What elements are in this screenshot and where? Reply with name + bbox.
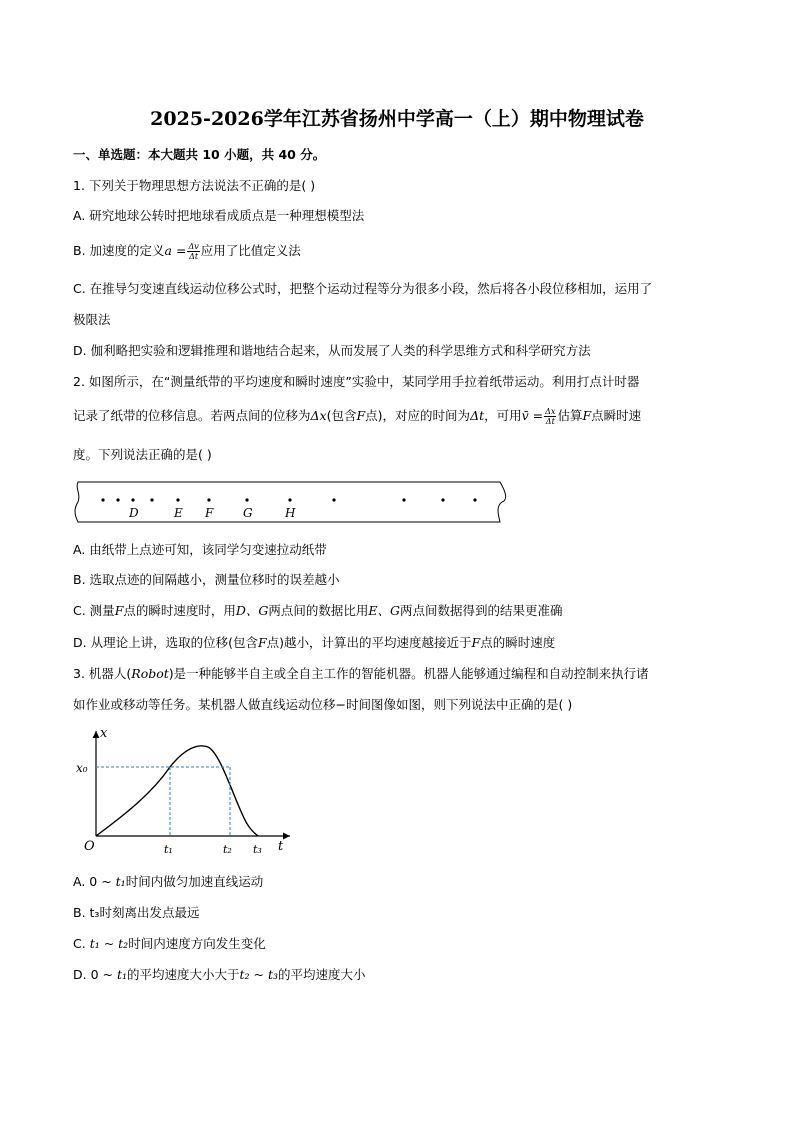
q3-option-b xyxy=(73,904,199,922)
q3-l1-a: 3. 机器人( xyxy=(73,666,132,681)
q1-option-c-line2: 极限法 xyxy=(73,312,111,327)
q1-b-prefix: B. 加速度的定义 xyxy=(73,243,165,258)
t3-label: t₃ xyxy=(253,843,262,856)
q2-c-f: F xyxy=(114,603,124,618)
q3-d-c: 的平均速度大小 xyxy=(278,967,366,982)
q2-l2-b: (包含 xyxy=(326,408,357,423)
q3-l1-b: )是一种能够半自主或全自主工作的智能机器。机器人能够通过编程和自动控制来执行诸 xyxy=(168,666,649,681)
xt-graph-figure xyxy=(72,723,302,859)
tape-dot xyxy=(473,498,476,501)
tape-dot xyxy=(402,498,405,501)
q3-c-a: C. xyxy=(73,936,90,951)
xt-curve xyxy=(96,746,258,836)
q3-stem-line2: 如作业或移动等任务。某机器人做直线运动位移−时间图像如图，则下列说法中正确的是( ) xyxy=(73,697,573,712)
tape-dot-g xyxy=(245,498,248,501)
q3-stem-line1 xyxy=(73,665,649,683)
tape-dot-e xyxy=(176,498,179,501)
q2-option-a: A. 由纸带上点迹可知，该同学匀变速拉动纸带 xyxy=(73,542,327,557)
tape-label-e: E xyxy=(174,506,183,520)
q2-l2-e: 估算 xyxy=(557,408,583,423)
q2-c-c: 两点间的数据比用 xyxy=(268,603,369,618)
tape-dot xyxy=(116,498,119,501)
q2-option-c xyxy=(73,602,563,620)
tape-dot xyxy=(101,498,104,501)
paper-tape-figure xyxy=(72,478,508,526)
q1-b-fraction xyxy=(187,242,199,261)
q2-d-b: 点)越小，计算出的平均速度越接近于 xyxy=(266,635,472,650)
tape-dot xyxy=(332,498,335,501)
q3-option-a xyxy=(73,873,263,891)
q1-b-suffix: 应用了比值定义法 xyxy=(200,243,301,258)
q2-option-b: B. 选取点迹的间隔越小，测量位移时的误差越小 xyxy=(73,572,340,587)
q2-stem-line3: 度。下列说法正确的是( ) xyxy=(73,447,212,462)
q1-option-d: D. 伽利略把实验和逻辑推理和谐地结合起来，从而发展了人类的科学思维方式和科学研究方法 xyxy=(73,343,591,358)
tape-label-g: G xyxy=(243,506,253,520)
q3-a-a: A. 0 ~ xyxy=(73,874,116,889)
q1-option-b xyxy=(73,242,301,261)
q2-c-a: C. 测量 xyxy=(73,603,115,618)
q2-c-b: 点的瞬时速度时，用 xyxy=(123,603,236,618)
q2-d-c: 点的瞬时速度 xyxy=(480,635,556,650)
q2-l2-f2: F xyxy=(582,408,592,423)
q2-l2-fraction xyxy=(544,407,556,426)
q3-d-b: 的平均速度大小大于 xyxy=(127,967,240,982)
tape-dot-f xyxy=(207,498,210,501)
x-axis-label: t xyxy=(278,839,284,854)
q2-option-d xyxy=(73,634,555,652)
q3-c-b: 时间内速度方向发生变化 xyxy=(128,936,266,951)
q2-c-d: 两点间数据得到的结果更准确 xyxy=(400,603,563,618)
q2-l2-f: F xyxy=(356,408,366,423)
q3-d-t1: t₁ xyxy=(116,967,127,982)
q1-b-denominator: Δt xyxy=(189,252,199,261)
q3-option-c xyxy=(73,935,266,953)
q3-a-t: t₁ xyxy=(115,874,126,889)
q2-l2-dx: Δx xyxy=(310,408,327,423)
q3-a-b: 时间内做匀加速直线运动 xyxy=(125,874,264,889)
q2-d-a: D. 从理论上讲，选取的位移(包含 xyxy=(73,635,258,650)
q2-l2-a: 记录了纸带的位移信息。若两点间的位移为 xyxy=(73,408,311,423)
q3-d-a: D. 0 ~ xyxy=(73,967,117,982)
q2-c-dg: D、G xyxy=(235,603,269,618)
tape-dot-d xyxy=(131,498,134,501)
q2-l2-numerator: Δx xyxy=(545,407,556,416)
tape-dot xyxy=(441,498,444,501)
y-axis-label: x xyxy=(100,726,108,741)
q1-option-c-line1: C. 在推导匀变速直线运动位移公式时，把整个运动过程等分为很多小段，然后将各小段位移相加，运用了 xyxy=(73,281,653,296)
q2-l2-denominator: Δt xyxy=(545,417,555,426)
t2-label: t₂ xyxy=(223,843,232,856)
tape-label-h: H xyxy=(285,506,296,520)
tape-dot xyxy=(150,498,153,501)
q2-l2-d: ，可用 xyxy=(484,408,522,423)
q2-l2-dt: Δt xyxy=(470,408,485,423)
origin-label: O xyxy=(84,839,95,854)
q1-b-math: a = xyxy=(164,243,187,258)
q2-l2-c: 点)，对应的时间为 xyxy=(365,408,471,423)
q2-c-eg: E、G xyxy=(368,603,401,618)
q3-option-d xyxy=(73,966,366,984)
q3-d-t2: t₂ ~ t₃ xyxy=(239,967,279,982)
q1-option-a: A. 研究地球公转时把地球看成质点是一种理想模型法 xyxy=(73,208,365,223)
q1-b-numerator: Δv xyxy=(188,242,199,251)
q2-d-f: F xyxy=(257,635,267,650)
section-heading: 一、单选题：本大题共 10 小题，共 40 分。 xyxy=(73,147,326,162)
q2-stem-line2 xyxy=(73,407,641,426)
tape-label-f: F xyxy=(205,506,214,520)
q1-stem: 1. 下列关于物理思想方法说法不正确的是( ) xyxy=(73,178,316,193)
x0-label: x₀ xyxy=(76,761,88,775)
q2-d-f2: F xyxy=(471,635,481,650)
q2-l2-v: v̄ = xyxy=(521,408,544,423)
tape-label-d: D xyxy=(129,506,139,520)
q3-b-b: 时刻离出发点最远 xyxy=(99,905,200,920)
q3-l1-robot: Robot xyxy=(131,666,169,681)
q3-c-t: t₁ ~ t₂ xyxy=(89,936,129,951)
page-title: 2025-2026学年江苏省扬州中学高一（上）期中物理试卷 xyxy=(150,108,644,130)
q2-l2-g: 点瞬时速 xyxy=(591,408,642,423)
q2-stem-line1: 2. 如图所示，在“测量纸带的平均速度和瞬时速度”实验中，某同学用手拉着纸带运动。利用打点计时器 xyxy=(73,374,640,389)
tape-dot-h xyxy=(288,498,291,501)
q3-b-t: B. t₃ xyxy=(73,905,100,920)
t1-label: t₁ xyxy=(164,843,173,856)
